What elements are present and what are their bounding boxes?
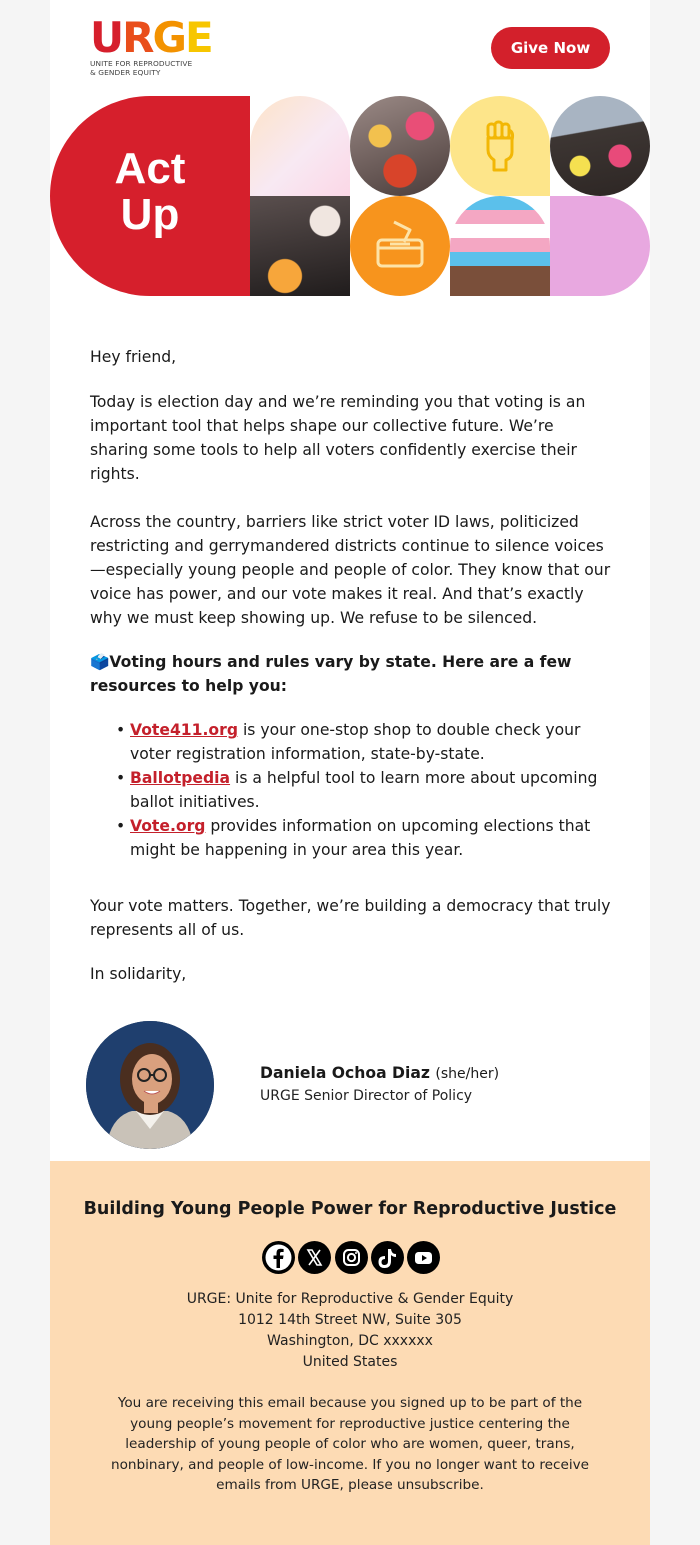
hero-mosaic xyxy=(50,96,650,296)
ballotpedia-link[interactable]: Ballotpedia xyxy=(130,769,231,787)
paragraph-barriers: Across the country, barriers like strict voter ID laws, politicized restricting and gerrymandered districts continue to silence voices—especially young people and people of color. They know that our voice has power, and our vote makes it real. And that’s exactly why we must keep showing up. We refuse to be silenced. xyxy=(90,513,611,627)
avatar xyxy=(86,1021,214,1149)
fist-tile xyxy=(450,96,550,196)
resources-heading: 🗳️Voting hours and rules vary by state. Here are a few resources to help you: xyxy=(90,653,572,695)
facebook-icon[interactable] xyxy=(262,1241,295,1274)
legal-notice: You are receiving this email because you signed up to be part of the young people’s movement for reproductive justice centering the leadership of young people of color who are women, queer, trans, nonbinary, and people of low-income. If you no longer want to receive emails from URGE, please unsubscribe. xyxy=(110,1395,590,1493)
instagram-icon[interactable] xyxy=(335,1241,368,1274)
ballot-box-icon xyxy=(350,196,450,296)
greeting: Hey friend, xyxy=(90,348,177,366)
give-now-button[interactable]: Give Now xyxy=(491,27,610,69)
protest-photo-blood-sign xyxy=(250,196,350,296)
vote411-link[interactable]: Vote411.org xyxy=(130,721,238,739)
x-icon[interactable] xyxy=(298,1241,331,1274)
social-links xyxy=(262,1241,440,1274)
resources-list xyxy=(130,718,612,862)
email-card xyxy=(50,0,650,1545)
logo-wordmark: U R G E xyxy=(90,13,212,62)
pink-tile xyxy=(550,196,650,296)
list-item: • Ballotpedia is a helpful tool to learn more about upcoming ballot initiatives. xyxy=(130,766,612,814)
protest-photo-abortion-sign xyxy=(450,196,550,296)
signer-name: Daniela Ochoa Diaz (she/her) xyxy=(260,1064,500,1082)
signer-title: URGE Senior Director of Policy xyxy=(260,1088,473,1104)
footer-tagline: Building Young People Power for Reproductive Justice xyxy=(83,1199,617,1219)
ballot-box-emoji-icon: 🗳️ xyxy=(90,653,110,671)
footer xyxy=(50,1161,650,1545)
mailing-address: URGE: Unite for Reproductive & Gender Equity 1012 14th Street NW, Suite 305 Washington, DC xxxxxx United States xyxy=(186,1291,514,1370)
youtube-icon[interactable] xyxy=(407,1241,440,1274)
closing-paragraph: Your vote matters. Together, we’re building a democracy that truly represents all of us. xyxy=(90,897,611,939)
protest-photo-crowd xyxy=(350,96,450,196)
urge-logo[interactable] xyxy=(90,13,220,77)
protest-photo-signs xyxy=(550,96,650,196)
act-up-circle xyxy=(50,96,250,296)
signoff: In solidarity, xyxy=(90,965,187,983)
hero-headline: Act Up xyxy=(114,144,186,239)
list-item: • Vote411.org is your one-stop shop to double check your voter registration information, state-by-state. xyxy=(130,718,612,766)
gradient-tile xyxy=(250,96,350,196)
ballot-tile xyxy=(350,196,450,296)
logo-subtitle: UNITE FOR REPRODUCTIVE & GENDER EQUITY xyxy=(90,59,193,77)
raised-fist-icon xyxy=(450,96,550,196)
vote-org-link[interactable]: Vote.org xyxy=(130,817,206,835)
paragraph-election-day: Today is election day and we’re reminding you that voting is an important tool that helps shape our collective future. We’re sharing some tools to help all voters confidently exercise their rights. xyxy=(90,393,586,483)
tiktok-icon[interactable] xyxy=(371,1241,404,1274)
list-item: • Vote.org provides information on upcoming elections that might be happening in your area this year. xyxy=(130,814,612,862)
